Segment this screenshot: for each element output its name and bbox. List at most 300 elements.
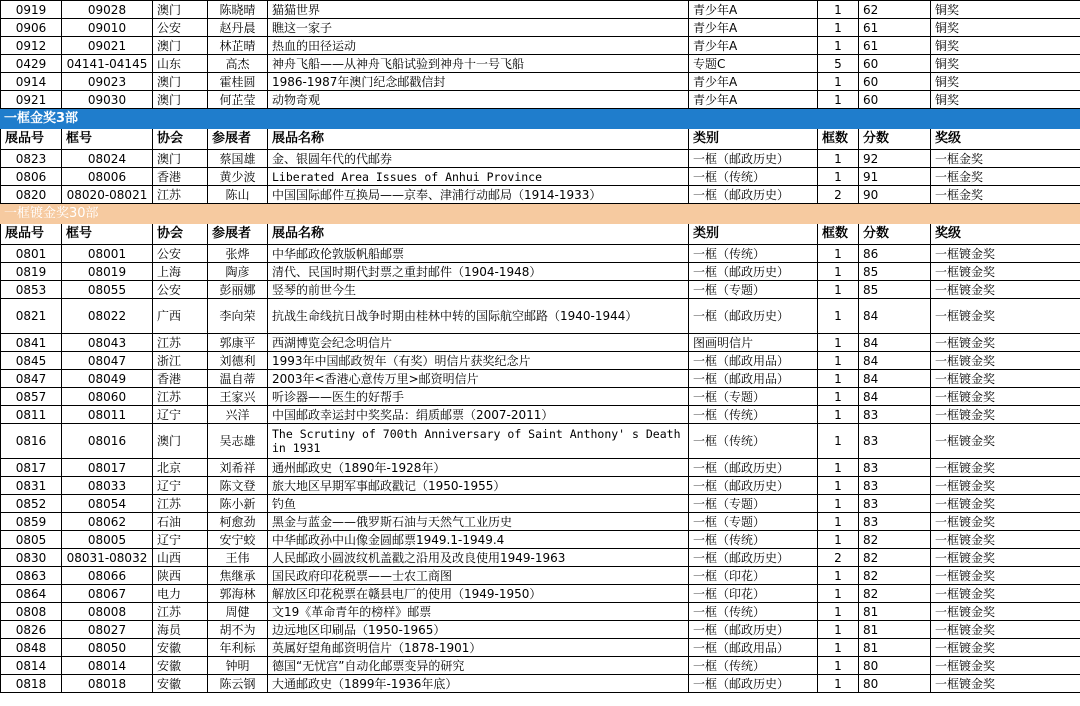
frame-count-cell: 1 xyxy=(818,370,859,388)
exhibitor-cell: 陶彦 xyxy=(208,263,268,281)
score-cell: 82 xyxy=(859,585,931,603)
exhibit-number-cell: 0852 xyxy=(1,495,62,513)
exhibit-title-cell: 边远地区印刷品（1950-1965） xyxy=(268,621,689,639)
category-cell: 青少年A xyxy=(689,91,818,109)
category-cell: 青少年A xyxy=(689,19,818,37)
column-header-award: 奖级 xyxy=(931,224,1080,245)
association-cell: 澳门 xyxy=(153,37,208,55)
exhibit-title-cell: 1986-1987年澳门纪念邮戳信封 xyxy=(268,73,689,91)
score-cell: 84 xyxy=(859,388,931,406)
exhibitor-cell: 吴志雄 xyxy=(208,424,268,459)
exhibit-title-cell: 德国“无忧宫”自动化邮票变异的研究 xyxy=(268,657,689,675)
exhibitor-cell: 陈小新 xyxy=(208,495,268,513)
table-row xyxy=(1,567,1080,585)
exhibitor-cell: 陈山 xyxy=(208,186,268,204)
award-cell: 一框镀金奖 xyxy=(931,424,1080,459)
category-cell: 一框（邮政历史） xyxy=(689,186,818,204)
association-cell: 安徽 xyxy=(153,675,208,693)
category-cell: 图画明信片 xyxy=(689,334,818,352)
category-cell: 一框（邮政历史） xyxy=(689,459,818,477)
frame-number-cell: 09030 xyxy=(62,91,153,109)
score-cell: 83 xyxy=(859,495,931,513)
exhibit-number-cell: 0847 xyxy=(1,370,62,388)
exhibit-number-cell: 0806 xyxy=(1,168,62,186)
exhibit-number-cell: 0841 xyxy=(1,334,62,352)
score-cell: 81 xyxy=(859,621,931,639)
association-cell: 江苏 xyxy=(153,334,208,352)
column-header-score: 分数 xyxy=(859,129,931,150)
score-cell: 84 xyxy=(859,370,931,388)
exhibit-title-cell: 通州邮政史（1890年-1928年） xyxy=(268,459,689,477)
award-cell: 铜奖 xyxy=(931,91,1080,109)
category-cell: 一框（传统） xyxy=(689,168,818,186)
exhibit-number-cell: 0816 xyxy=(1,424,62,459)
award-cell: 一框镀金奖 xyxy=(931,459,1080,477)
frame-number-cell: 08031-08032 xyxy=(62,549,153,567)
exhibit-title-cell: 动物奇观 xyxy=(268,91,689,109)
table-row xyxy=(1,150,1080,168)
award-cell: 一框镀金奖 xyxy=(931,585,1080,603)
award-cell: 一框镀金奖 xyxy=(931,281,1080,299)
frame-number-cell: 08060 xyxy=(62,388,153,406)
association-cell: 辽宁 xyxy=(153,406,208,424)
table-row xyxy=(1,186,1080,204)
table-row xyxy=(1,19,1080,37)
association-cell: 北京 xyxy=(153,459,208,477)
table-row xyxy=(1,299,1080,334)
association-cell: 江苏 xyxy=(153,388,208,406)
association-cell: 澳门 xyxy=(153,73,208,91)
frame-count-cell: 1 xyxy=(818,513,859,531)
table-row xyxy=(1,639,1080,657)
category-cell: 一框（传统） xyxy=(689,603,818,621)
category-cell: 一框（传统） xyxy=(689,245,818,263)
association-cell: 浙江 xyxy=(153,352,208,370)
column-header-score: 分数 xyxy=(859,224,931,245)
score-cell: 85 xyxy=(859,263,931,281)
frame-number-cell: 08019 xyxy=(62,263,153,281)
association-cell: 澳门 xyxy=(153,150,208,168)
table-row xyxy=(1,477,1080,495)
frame-number-cell: 08050 xyxy=(62,639,153,657)
exhibitor-cell: 彭丽娜 xyxy=(208,281,268,299)
exhibit-number-cell: 0921 xyxy=(1,91,62,109)
frame-count-cell: 1 xyxy=(818,352,859,370)
exhibit-number-cell: 0808 xyxy=(1,603,62,621)
score-cell: 60 xyxy=(859,91,931,109)
exhibit-number-cell: 0826 xyxy=(1,621,62,639)
award-cell: 一框镀金奖 xyxy=(931,263,1080,281)
exhibit-title-cell: 竖琴的前世今生 xyxy=(268,281,689,299)
award-cell: 一框镀金奖 xyxy=(931,388,1080,406)
exhibit-number-cell: 0906 xyxy=(1,19,62,37)
frame-count-cell: 1 xyxy=(818,281,859,299)
award-cell: 铜奖 xyxy=(931,19,1080,37)
exhibitor-cell: 兴洋 xyxy=(208,406,268,424)
frame-number-cell: 08017 xyxy=(62,459,153,477)
exhibit-number-cell: 0845 xyxy=(1,352,62,370)
exhibitor-cell: 王伟 xyxy=(208,549,268,567)
column-header-exhibit-title: 展品名称 xyxy=(268,129,689,150)
frame-number-cell: 09010 xyxy=(62,19,153,37)
category-cell: 一框（邮政历史） xyxy=(689,263,818,281)
table-row xyxy=(1,73,1080,91)
award-cell: 铜奖 xyxy=(931,73,1080,91)
score-cell: 62 xyxy=(859,1,931,19)
exhibitor-cell: 钟明 xyxy=(208,657,268,675)
frame-number-cell: 08055 xyxy=(62,281,153,299)
frame-count-cell: 1 xyxy=(818,531,859,549)
exhibitor-cell: 年利标 xyxy=(208,639,268,657)
frame-count-cell: 1 xyxy=(818,37,859,55)
exhibit-title-cell: Liberated Area Issues of Anhui Province xyxy=(268,168,689,186)
column-header-frame-number: 框号 xyxy=(62,224,153,245)
score-cell: 60 xyxy=(859,55,931,73)
frame-number-cell: 08047 xyxy=(62,352,153,370)
frame-count-cell: 1 xyxy=(818,245,859,263)
association-cell: 澳门 xyxy=(153,424,208,459)
score-cell: 80 xyxy=(859,675,931,693)
exhibit-number-cell: 0919 xyxy=(1,1,62,19)
frame-count-cell: 2 xyxy=(818,549,859,567)
section-title: 一框镀金奖30部 xyxy=(1,204,1080,224)
table-row xyxy=(1,549,1080,567)
header-row xyxy=(1,224,1080,245)
association-cell: 香港 xyxy=(153,168,208,186)
exhibit-title-cell: 听诊器——医生的好帮手 xyxy=(268,388,689,406)
exhibitor-cell: 陈文登 xyxy=(208,477,268,495)
exhibit-title-cell: 文19《革命青年的榜样》邮票 xyxy=(268,603,689,621)
frame-number-cell: 08054 xyxy=(62,495,153,513)
award-cell: 铜奖 xyxy=(931,1,1080,19)
category-cell: 一框（传统） xyxy=(689,531,818,549)
exhibit-number-cell: 0863 xyxy=(1,567,62,585)
score-cell: 81 xyxy=(859,639,931,657)
exhibit-title-cell: 西湖博览会纪念明信片 xyxy=(268,334,689,352)
exhibitor-cell: 郭海林 xyxy=(208,585,268,603)
frame-count-cell: 2 xyxy=(818,186,859,204)
frame-number-cell: 08008 xyxy=(62,603,153,621)
exhibitor-cell: 焦继承 xyxy=(208,567,268,585)
column-header-association: 协会 xyxy=(153,224,208,245)
association-cell: 山东 xyxy=(153,55,208,73)
award-cell: 一框镀金奖 xyxy=(931,603,1080,621)
exhibitor-cell: 胡不为 xyxy=(208,621,268,639)
association-cell: 澳门 xyxy=(153,1,208,19)
score-cell: 83 xyxy=(859,424,931,459)
score-cell: 91 xyxy=(859,168,931,186)
category-cell: 一框（印花） xyxy=(689,567,818,585)
score-cell: 61 xyxy=(859,19,931,37)
exhibitor-cell: 王家兴 xyxy=(208,388,268,406)
category-cell: 一框（邮政用品） xyxy=(689,370,818,388)
exhibit-number-cell: 0429 xyxy=(1,55,62,73)
frame-number-cell: 08049 xyxy=(62,370,153,388)
frame-number-cell: 08067 xyxy=(62,585,153,603)
exhibit-number-cell: 0823 xyxy=(1,150,62,168)
exhibit-title-cell: 解放区印花税票在赣县电厂的使用（1949-1950） xyxy=(268,585,689,603)
exhibitor-cell: 刘希祥 xyxy=(208,459,268,477)
exhibitor-cell: 刘德利 xyxy=(208,352,268,370)
category-cell: 一框（邮政历史） xyxy=(689,477,818,495)
table-row xyxy=(1,657,1080,675)
column-header-exhibit-number: 展品号 xyxy=(1,129,62,150)
association-cell: 山西 xyxy=(153,549,208,567)
table-body xyxy=(1,1,1080,693)
exhibit-title-cell: 中华邮政伦敦版帆船邮票 xyxy=(268,245,689,263)
frame-number-cell: 08022 xyxy=(62,299,153,334)
score-cell: 84 xyxy=(859,299,931,334)
column-header-award: 奖级 xyxy=(931,129,1080,150)
frame-count-cell: 5 xyxy=(818,55,859,73)
exhibitor-cell: 何芷莹 xyxy=(208,91,268,109)
column-header-frame-number: 框号 xyxy=(62,129,153,150)
score-cell: 83 xyxy=(859,459,931,477)
exhibitor-cell: 郭康平 xyxy=(208,334,268,352)
category-cell: 一框（专题） xyxy=(689,495,818,513)
category-cell: 一框（专题） xyxy=(689,513,818,531)
category-cell: 一框（邮政历史） xyxy=(689,621,818,639)
exhibit-title-cell: 旅大地区早期军事邮政戳记（1950-1955） xyxy=(268,477,689,495)
award-cell: 一框镀金奖 xyxy=(931,477,1080,495)
column-header-category: 类别 xyxy=(689,224,818,245)
exhibitor-cell: 霍桂圆 xyxy=(208,73,268,91)
exhibit-number-cell: 0831 xyxy=(1,477,62,495)
association-cell: 陕西 xyxy=(153,567,208,585)
score-cell: 83 xyxy=(859,513,931,531)
frame-number-cell: 08066 xyxy=(62,567,153,585)
score-cell: 82 xyxy=(859,549,931,567)
table-row xyxy=(1,281,1080,299)
table-row xyxy=(1,424,1080,459)
exhibitor-cell: 黄少波 xyxy=(208,168,268,186)
frame-count-cell: 1 xyxy=(818,150,859,168)
exhibitor-cell: 林芷晴 xyxy=(208,37,268,55)
exhibit-title-cell: 金、银圆年代的代邮券 xyxy=(268,150,689,168)
frame-count-cell: 1 xyxy=(818,73,859,91)
association-cell: 江苏 xyxy=(153,495,208,513)
frame-count-cell: 1 xyxy=(818,1,859,19)
association-cell: 石油 xyxy=(153,513,208,531)
exhibit-number-cell: 0864 xyxy=(1,585,62,603)
section-header-row xyxy=(1,204,1080,224)
exhibit-title-cell: 国民政府印花税票——士农工商图 xyxy=(268,567,689,585)
category-cell: 一框（邮政历史） xyxy=(689,675,818,693)
exhibit-title-cell: 2003年<香港心意传万里>邮资明信片 xyxy=(268,370,689,388)
score-cell: 85 xyxy=(859,281,931,299)
exhibit-number-cell: 0818 xyxy=(1,675,62,693)
frame-count-cell: 1 xyxy=(818,19,859,37)
award-cell: 一框镀金奖 xyxy=(931,370,1080,388)
frame-number-cell: 09028 xyxy=(62,1,153,19)
table-row xyxy=(1,603,1080,621)
score-cell: 60 xyxy=(859,73,931,91)
frame-number-cell: 08024 xyxy=(62,150,153,168)
table-row xyxy=(1,37,1080,55)
association-cell: 广西 xyxy=(153,299,208,334)
frame-count-cell: 1 xyxy=(818,603,859,621)
association-cell: 辽宁 xyxy=(153,477,208,495)
award-cell: 一框镀金奖 xyxy=(931,549,1080,567)
frame-count-cell: 1 xyxy=(818,639,859,657)
exhibit-number-cell: 0801 xyxy=(1,245,62,263)
category-cell: 一框（邮政用品） xyxy=(689,352,818,370)
column-header-exhibitor: 参展者 xyxy=(208,129,268,150)
frame-count-cell: 1 xyxy=(818,477,859,495)
score-cell: 82 xyxy=(859,531,931,549)
table-row xyxy=(1,334,1080,352)
award-cell: 一框镀金奖 xyxy=(931,675,1080,693)
exhibitor-cell: 陈云钢 xyxy=(208,675,268,693)
frame-count-cell: 1 xyxy=(818,299,859,334)
frame-count-cell: 1 xyxy=(818,675,859,693)
table-row xyxy=(1,1,1080,19)
column-header-frame-count: 框数 xyxy=(818,129,859,150)
exhibitor-cell: 赵丹晨 xyxy=(208,19,268,37)
category-cell: 青少年A xyxy=(689,73,818,91)
exhibit-number-cell: 0853 xyxy=(1,281,62,299)
frame-number-cell: 08011 xyxy=(62,406,153,424)
award-cell: 一框镀金奖 xyxy=(931,639,1080,657)
association-cell: 海员 xyxy=(153,621,208,639)
award-cell: 一框镀金奖 xyxy=(931,531,1080,549)
award-cell: 一框镀金奖 xyxy=(931,567,1080,585)
column-header-exhibitor: 参展者 xyxy=(208,224,268,245)
association-cell: 江苏 xyxy=(153,603,208,621)
award-cell: 一框镀金奖 xyxy=(931,657,1080,675)
frame-count-cell: 1 xyxy=(818,495,859,513)
frame-count-cell: 1 xyxy=(818,406,859,424)
exhibitor-cell: 安宁蛟 xyxy=(208,531,268,549)
score-cell: 92 xyxy=(859,150,931,168)
exhibit-title-cell: 清代、民国时期代封票之重封邮件（1904-1948） xyxy=(268,263,689,281)
frame-number-cell: 09023 xyxy=(62,73,153,91)
exhibit-title-cell: 英属好望角邮资明信片（1878-1901） xyxy=(268,639,689,657)
exhibit-number-cell: 0830 xyxy=(1,549,62,567)
association-cell: 上海 xyxy=(153,263,208,281)
score-cell: 90 xyxy=(859,186,931,204)
association-cell: 辽宁 xyxy=(153,531,208,549)
score-cell: 84 xyxy=(859,334,931,352)
score-cell: 83 xyxy=(859,406,931,424)
award-cell: 一框镀金奖 xyxy=(931,513,1080,531)
category-cell: 一框（邮政历史） xyxy=(689,549,818,567)
table-row xyxy=(1,388,1080,406)
award-cell: 一框金奖 xyxy=(931,150,1080,168)
column-header-category: 类别 xyxy=(689,129,818,150)
award-cell: 一框金奖 xyxy=(931,186,1080,204)
exhibit-title-cell: 中华邮政孙中山像金圆邮票1949.1-1949.4 xyxy=(268,531,689,549)
award-cell: 一框镀金奖 xyxy=(931,334,1080,352)
table-row xyxy=(1,352,1080,370)
exhibit-title-cell: 猫猫世界 xyxy=(268,1,689,19)
table-row xyxy=(1,495,1080,513)
frame-count-cell: 1 xyxy=(818,263,859,281)
section-title: 一框金奖3部 xyxy=(1,109,1080,129)
table-row xyxy=(1,459,1080,477)
category-cell: 一框（传统） xyxy=(689,424,818,459)
exhibitor-cell: 柯愈劲 xyxy=(208,513,268,531)
exhibit-number-cell: 0859 xyxy=(1,513,62,531)
exhibit-number-cell: 0848 xyxy=(1,639,62,657)
association-cell: 香港 xyxy=(153,370,208,388)
frame-number-cell: 08014 xyxy=(62,657,153,675)
frame-count-cell: 1 xyxy=(818,168,859,186)
exhibitor-cell: 温自蒂 xyxy=(208,370,268,388)
frame-count-cell: 1 xyxy=(818,424,859,459)
frame-number-cell: 08062 xyxy=(62,513,153,531)
table-row xyxy=(1,513,1080,531)
exhibit-number-cell: 0811 xyxy=(1,406,62,424)
table-row xyxy=(1,675,1080,693)
association-cell: 公安 xyxy=(153,19,208,37)
award-cell: 一框镀金奖 xyxy=(931,352,1080,370)
exhibit-title-cell: 人民邮政小圆波纹机盖戳之沿用及改良使用1949-1963 xyxy=(268,549,689,567)
frame-count-cell: 1 xyxy=(818,388,859,406)
frame-count-cell: 1 xyxy=(818,621,859,639)
association-cell: 江苏 xyxy=(153,186,208,204)
exhibit-number-cell: 0814 xyxy=(1,657,62,675)
association-cell: 安徽 xyxy=(153,639,208,657)
award-cell: 一框镀金奖 xyxy=(931,495,1080,513)
exhibit-title-cell: The Scrutiny of 700th Anniversary of Saint Anthony' s Death in 1931 xyxy=(268,424,689,459)
frame-number-cell: 08006 xyxy=(62,168,153,186)
exhibitor-cell: 张烨 xyxy=(208,245,268,263)
frame-count-cell: 1 xyxy=(818,567,859,585)
exhibit-title-cell: 中国国际邮件互换局——京奉、津浦行动邮局（1914-1933） xyxy=(268,186,689,204)
award-cell: 一框镀金奖 xyxy=(931,406,1080,424)
header-row xyxy=(1,129,1080,150)
exhibit-number-cell: 0820 xyxy=(1,186,62,204)
exhibit-number-cell: 0821 xyxy=(1,299,62,334)
exhibit-title-cell: 中国邮政幸运封中奖奖品：绢质邮票（2007-2011） xyxy=(268,406,689,424)
association-cell: 公安 xyxy=(153,281,208,299)
exhibit-number-cell: 0914 xyxy=(1,73,62,91)
frame-number-cell: 08005 xyxy=(62,531,153,549)
category-cell: 一框（传统） xyxy=(689,406,818,424)
frame-number-cell: 08001 xyxy=(62,245,153,263)
category-cell: 青少年A xyxy=(689,37,818,55)
table-row xyxy=(1,168,1080,186)
frame-number-cell: 08033 xyxy=(62,477,153,495)
table-row xyxy=(1,91,1080,109)
association-cell: 电力 xyxy=(153,585,208,603)
category-cell: 专题C xyxy=(689,55,818,73)
exhibitor-cell: 蔡国雄 xyxy=(208,150,268,168)
table-row xyxy=(1,263,1080,281)
award-cell: 一框金奖 xyxy=(931,168,1080,186)
frame-number-cell: 09021 xyxy=(62,37,153,55)
frame-count-cell: 1 xyxy=(818,91,859,109)
score-cell: 86 xyxy=(859,245,931,263)
category-cell: 一框（邮政历史） xyxy=(689,299,818,334)
award-cell: 铜奖 xyxy=(931,37,1080,55)
table-row xyxy=(1,621,1080,639)
exhibit-number-cell: 0912 xyxy=(1,37,62,55)
exhibit-title-cell: 1993年中国邮政贺年（有奖）明信片获奖纪念片 xyxy=(268,352,689,370)
category-cell: 一框（传统） xyxy=(689,657,818,675)
award-cell: 一框镀金奖 xyxy=(931,245,1080,263)
frame-count-cell: 1 xyxy=(818,585,859,603)
frame-number-cell: 08018 xyxy=(62,675,153,693)
award-cell: 一框镀金奖 xyxy=(931,299,1080,334)
column-header-exhibit-number: 展品号 xyxy=(1,224,62,245)
table-row xyxy=(1,531,1080,549)
exhibit-title-cell: 抗战生命线抗日战争时期由桂林中转的国际航空邮路（1940-1944） xyxy=(268,299,689,334)
frame-count-cell: 1 xyxy=(818,657,859,675)
frame-count-cell: 1 xyxy=(818,459,859,477)
table-row xyxy=(1,585,1080,603)
